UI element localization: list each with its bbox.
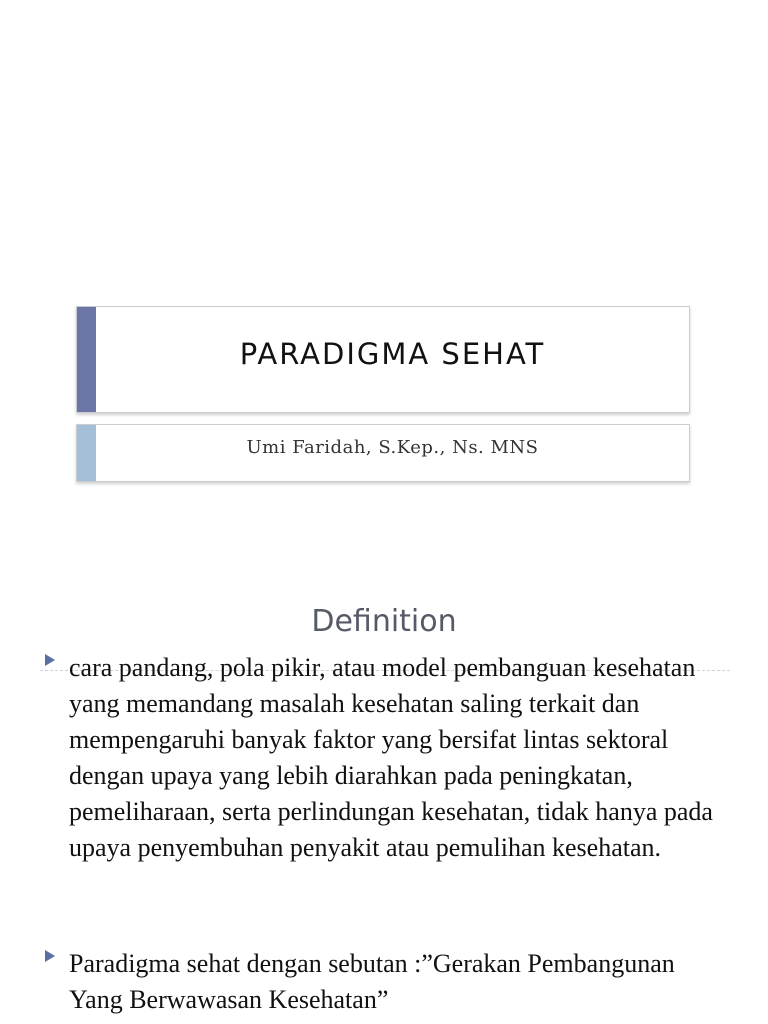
bullet-text: Paradigma sehat dengan sebutan :”Gerakan Pembangunan Yang Berwawasan Kesehatan” [69, 949, 675, 1014]
bullet-item [45, 650, 727, 866]
slide-title: PARADIGMA SEHAT [239, 337, 546, 371]
title-box [76, 306, 690, 413]
triangle-bullet-icon [45, 654, 55, 666]
section-heading: Definition [311, 604, 457, 639]
title-accent-bar [77, 307, 96, 412]
subtitle-accent-bar [77, 425, 96, 481]
slide-subtitle: Umi Faridah, S.Kep., Ns. MNS [246, 437, 539, 458]
bullet-text: cara pandang, pola pikir, atau model pembanguan kesehatan yang memandang masalah kesehatan saling terkait dan mempengaruhi banyak faktor yang bersifat lintas sektoral dengan upaya yang lebih diarahkan pada peningkatan, pemeliharaan, serta perlindungan kesehatan, tidak hanya pada upaya penyembuhan penyakit atau pemulihan kesehatan. [69, 653, 713, 862]
triangle-bullet-icon [45, 950, 55, 962]
subtitle-box [76, 424, 690, 482]
bullet-item [45, 946, 727, 1018]
